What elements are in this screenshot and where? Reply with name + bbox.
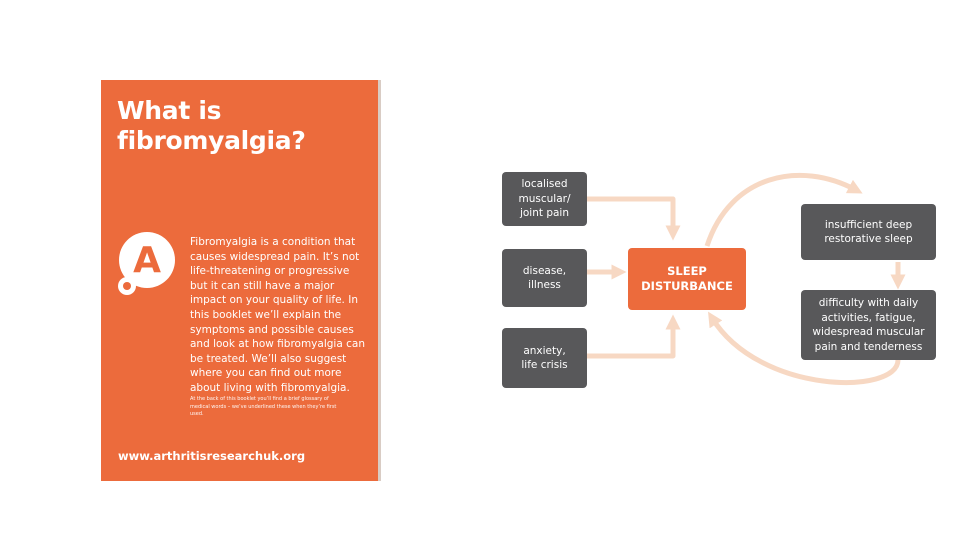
input-box-anxiety [502, 328, 587, 388]
input-box-joint-pain [502, 172, 587, 226]
cycle-box-deep-sleep [801, 204, 936, 260]
cycle-label: insufficient deep restorative sleep [824, 218, 913, 245]
sleep-disturbance-box [628, 248, 746, 310]
arrow-pain-to-sleep [587, 199, 673, 233]
input-label: anxiety, life crisis [521, 344, 568, 371]
booklet-title: What is fibromyalgia? [117, 96, 306, 155]
center-label: SLEEP DISTURBANCE [641, 264, 733, 293]
booklet-intro-text: Fibromyalgia is a condition that causes widespread pain. It’s not life-threatening or progressive but it can still have a major impact on your quality of life. In this booklet we’ll explain the symptoms and possible causes and look at how fibromyalgia can be treated. We’ll also suggest where you can find out more about living with fibromyalgia. [190, 236, 365, 394]
arrow-anxiety-to-sleep [587, 322, 673, 356]
cycle-box-difficulty [801, 290, 936, 360]
input-box-illness [502, 249, 587, 307]
input-label: localised muscular/ joint pain [518, 178, 571, 220]
cycle-label: difficulty with daily activities, fatigue, widespread muscular pain and tenderness [812, 297, 925, 353]
booklet-website-link[interactable]: www.arthritisresearchuk.org [118, 449, 306, 463]
logo-letter: A [133, 240, 161, 281]
input-label: disease, illness [522, 264, 567, 291]
booklet-glossary-note: At the back of this booklet you’ll find a brief glossary of medical words – we’ve underlined these when they’re first used. [190, 396, 337, 418]
